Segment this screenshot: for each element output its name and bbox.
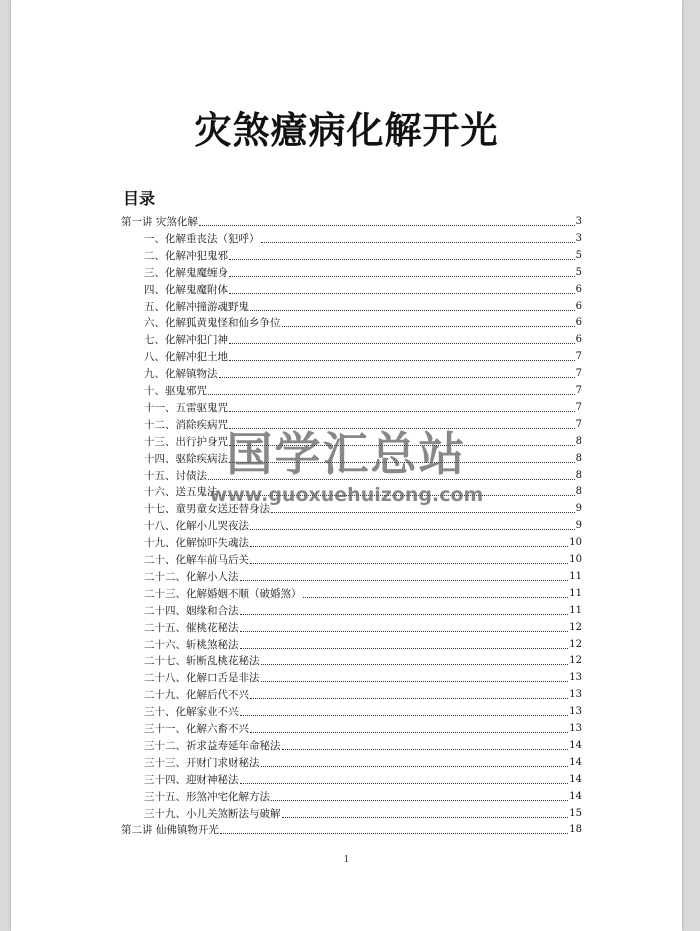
toc-entry-page-number: 7 bbox=[575, 385, 582, 396]
toc-entry-label: 三、化解鬼魔缠身 bbox=[144, 266, 228, 279]
toc-entry-page-number: 11 bbox=[569, 604, 582, 616]
toc-entry-page-number: 5 bbox=[575, 249, 582, 261]
toc-dot-leader bbox=[282, 749, 569, 750]
toc-dot-leader bbox=[229, 276, 575, 277]
toc-dot-leader bbox=[282, 817, 569, 818]
toc-entry[interactable] bbox=[144, 788, 582, 804]
toc-entry[interactable] bbox=[144, 247, 582, 263]
toc-entry-label: 八、化解冲犯土地 bbox=[144, 351, 228, 364]
toc-entry-label: 三十一、化解六畜不兴 bbox=[144, 723, 249, 735]
toc-dot-leader bbox=[240, 631, 569, 632]
toc-dot-leader bbox=[229, 343, 575, 344]
toc-dot-leader bbox=[229, 411, 575, 412]
toc-dot-leader bbox=[250, 529, 575, 530]
toc-entry-label: 十四、驱除疾病法 bbox=[144, 452, 228, 465]
toc-entry[interactable] bbox=[144, 382, 582, 398]
toc-dot-leader bbox=[240, 648, 569, 649]
toc-entry[interactable] bbox=[144, 720, 582, 736]
toc-entry[interactable] bbox=[144, 399, 582, 415]
toc-entry-page-number: 11 bbox=[569, 587, 582, 599]
toc-entry-label: 十六、送五鬼法 bbox=[144, 486, 218, 499]
toc-entry-page-number: 15 bbox=[569, 807, 582, 819]
watermark-url: www.guoxuehuizong.com bbox=[209, 484, 484, 506]
toc-entry-page-number: 8 bbox=[575, 452, 582, 464]
toc-entry-label: 二十九、化解后代不兴 bbox=[144, 689, 249, 702]
toc-entry-label: 二、化解冲犯鬼邪 bbox=[144, 249, 228, 262]
toc-dot-leader bbox=[261, 664, 569, 665]
toc-entry[interactable] bbox=[144, 298, 582, 314]
toc-entry-page-number: 14 bbox=[569, 790, 582, 802]
toc-entry[interactable] bbox=[144, 264, 582, 280]
toc-entry-label: 十八、化解小儿哭夜法 bbox=[144, 520, 249, 533]
toc-entry-page-number: 12 bbox=[569, 655, 582, 667]
toc-entry-label: 三十二、祈求益寿延年命秘法 bbox=[144, 739, 281, 752]
toc-entry-page-number: 14 bbox=[569, 756, 582, 768]
watermark-text: 国学汇总站 bbox=[226, 427, 467, 481]
toc-entry-page-number: 8 bbox=[575, 469, 582, 481]
toc-entry-label: 三十九、小儿关煞断法与破解 bbox=[144, 807, 281, 820]
toc-entry-page-number: 12 bbox=[569, 638, 582, 650]
toc-entry-label: 二十八、化解口舌是非法 bbox=[144, 672, 260, 685]
toc-entry[interactable] bbox=[144, 602, 582, 618]
toc-entry-page-number: 13 bbox=[569, 689, 582, 701]
toc-entry-page-number: 3 bbox=[575, 216, 582, 227]
toc-dot-leader bbox=[229, 293, 575, 294]
toc-entry-label: 十七、童男童女送还替身法 bbox=[144, 503, 270, 516]
toc-entry-label: 第二讲 仙佛镇物开光 bbox=[121, 824, 219, 837]
toc-dot-leader bbox=[229, 360, 575, 361]
toc-entry[interactable] bbox=[144, 568, 582, 584]
toc-entry-label: 二十三、化解婚姻不顺（破婚煞） bbox=[144, 587, 302, 600]
toc-entry-label: 三十、化解家业不兴 bbox=[144, 706, 239, 719]
toc-entry-label: 二十七、斩断乱桃花秘法 bbox=[144, 655, 260, 668]
toc-dot-leader bbox=[240, 783, 569, 784]
toc-dot-leader bbox=[220, 833, 568, 834]
toc-entry[interactable] bbox=[144, 534, 582, 550]
toc-entry[interactable] bbox=[144, 365, 582, 381]
toc-dot-leader bbox=[261, 681, 569, 682]
toc-heading: 目录 bbox=[123, 189, 156, 208]
toc-dot-leader bbox=[229, 259, 575, 260]
toc-entry-label: 七、化解冲犯门神 bbox=[144, 334, 228, 347]
toc-entry-page-number: 13 bbox=[569, 723, 582, 734]
toc-entry-label: 二十、化解车前马后关 bbox=[144, 554, 249, 566]
toc-entry-label: 二十四、姻缘和合法 bbox=[144, 604, 239, 617]
toc-entry-label: 十二、消除疾病咒 bbox=[144, 418, 228, 431]
toc-entry[interactable] bbox=[144, 805, 582, 821]
toc-entry-page-number: 5 bbox=[575, 266, 582, 278]
toc-entry[interactable] bbox=[144, 669, 582, 685]
toc-entry-page-number: 14 bbox=[569, 773, 582, 785]
toc-entry-label: 一、化解重丧法（犯呼） bbox=[144, 232, 260, 245]
toc-entry-label: 三十三、开财门求财秘法 bbox=[144, 756, 260, 769]
toc-entry-page-number: 7 bbox=[575, 351, 582, 363]
toc-dot-leader bbox=[240, 580, 569, 581]
toc-dot-leader bbox=[282, 326, 575, 327]
toc-entry-page-number: 11 bbox=[569, 570, 582, 582]
toc-entry-page-number: 10 bbox=[569, 554, 582, 565]
toc-entry-page-number: 10 bbox=[569, 537, 582, 549]
toc-entry[interactable] bbox=[144, 551, 582, 567]
toc-entry[interactable] bbox=[144, 230, 582, 246]
toc-dot-leader bbox=[271, 512, 575, 513]
toc-entry-page-number: 7 bbox=[575, 368, 582, 380]
toc-entry-label: 十三、出行护身咒 bbox=[144, 435, 228, 448]
toc-entry-page-number: 18 bbox=[569, 824, 582, 836]
toc-entry-page-number: 8 bbox=[575, 486, 582, 498]
toc-entry[interactable] bbox=[144, 703, 582, 719]
toc-entry-page-number: 6 bbox=[575, 334, 582, 346]
document-title: 灾煞癔病化解开光 bbox=[194, 108, 499, 152]
toc-dot-leader bbox=[208, 394, 575, 395]
toc-entry[interactable] bbox=[144, 686, 582, 702]
toc-dot-leader bbox=[250, 698, 568, 699]
toc-entry-label: 三十四、迎财神秘法 bbox=[144, 773, 239, 786]
toc-entry-page-number: 6 bbox=[575, 317, 582, 329]
toc-entry-page-number: 14 bbox=[569, 739, 582, 751]
toc-entry[interactable] bbox=[144, 585, 582, 601]
toc-entry-label: 四、化解鬼魔附体 bbox=[144, 283, 228, 296]
toc-entry-label: 三十五、形煞冲宅化解方法 bbox=[144, 790, 270, 803]
toc-dot-leader bbox=[271, 800, 568, 801]
toc-entry[interactable] bbox=[121, 821, 582, 837]
toc-entry[interactable] bbox=[144, 331, 582, 347]
toc-entry[interactable] bbox=[144, 314, 582, 330]
toc-entry-page-number: 7 bbox=[575, 401, 582, 413]
toc-entry[interactable] bbox=[144, 754, 582, 770]
toc-entry-page-number: 9 bbox=[575, 520, 582, 532]
toc-dot-leader bbox=[261, 242, 575, 243]
toc-entry-label: 九、化解镇物法 bbox=[144, 368, 218, 381]
toc-entry-page-number: 8 bbox=[575, 435, 582, 447]
toc-dot-leader bbox=[240, 715, 569, 716]
toc-entry[interactable] bbox=[144, 636, 582, 652]
toc-entry[interactable] bbox=[144, 619, 582, 635]
toc-entry-label: 二十二、化解小人法 bbox=[144, 570, 239, 583]
toc-dot-leader bbox=[250, 546, 568, 547]
toc-dot-leader bbox=[261, 766, 569, 767]
toc-entry-label: 六、化解狐黄鬼怪和仙乡争位 bbox=[144, 317, 281, 330]
toc-dot-leader bbox=[250, 563, 568, 564]
toc-entry-label: 二十五、催桃花秘法 bbox=[144, 621, 239, 634]
toc-dot-leader bbox=[219, 377, 575, 378]
toc-entry[interactable] bbox=[144, 771, 582, 787]
toc-dot-leader bbox=[199, 225, 575, 226]
toc-dot-leader bbox=[250, 310, 575, 311]
page-number: 1 bbox=[343, 855, 350, 865]
toc-entry[interactable] bbox=[144, 737, 582, 753]
toc-dot-leader bbox=[250, 732, 568, 733]
toc-entry[interactable] bbox=[144, 281, 582, 297]
toc-entry-label: 十一、五雷驱鬼咒 bbox=[144, 401, 228, 414]
toc-entry-label: 二十六、斩桃煞秘法 bbox=[144, 638, 239, 651]
toc-entry[interactable] bbox=[144, 517, 582, 533]
toc-entry[interactable] bbox=[144, 652, 582, 668]
toc-entry-page-number: 12 bbox=[569, 621, 582, 633]
toc-entry[interactable] bbox=[121, 213, 582, 229]
toc-entry-label: 十、驱鬼邪咒 bbox=[144, 385, 207, 397]
toc-entry-page-number: 9 bbox=[575, 503, 582, 515]
toc-entry-label: 十五、讨债法 bbox=[144, 469, 207, 482]
toc-dot-leader bbox=[303, 597, 569, 598]
toc-entry-label: 第一讲 灾煞化解 bbox=[121, 216, 198, 228]
toc-entry[interactable] bbox=[144, 348, 582, 364]
toc-entry-page-number: 6 bbox=[575, 300, 582, 312]
toc-dot-leader bbox=[240, 614, 569, 615]
document-page bbox=[11, 0, 682, 931]
toc-entry-page-number: 3 bbox=[575, 232, 582, 244]
toc-entry-page-number: 7 bbox=[575, 418, 582, 430]
toc-entry-label: 十九、化解惊吓失魂法 bbox=[144, 537, 249, 550]
toc-entry-page-number: 6 bbox=[575, 283, 582, 295]
toc-entry-page-number: 13 bbox=[569, 706, 582, 718]
toc-entry-label: 五、化解冲撞游魂野鬼 bbox=[144, 300, 249, 313]
toc-entry-page-number: 13 bbox=[569, 672, 582, 684]
